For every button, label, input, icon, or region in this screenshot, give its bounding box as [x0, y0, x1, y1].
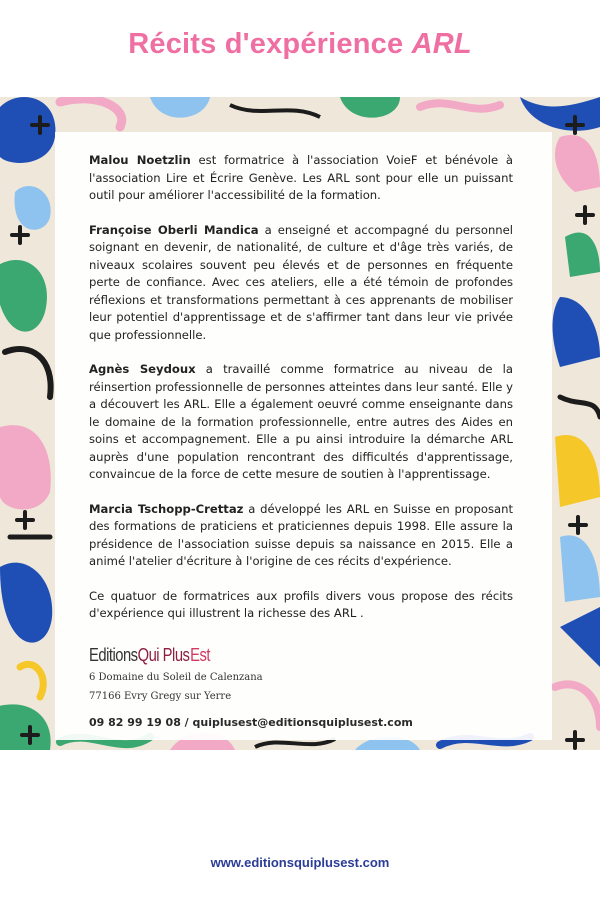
closing-paragraph: Ce quatuor de formatrices aux profils divers vous propose des récits d'expérience qui illustrent la richesse des ARL . — [89, 588, 513, 620]
publisher-address — [89, 668, 413, 706]
author-name: Françoise Oberli Mandica — [89, 222, 259, 237]
bio-paragraph — [89, 152, 513, 205]
bio-text: est formatrice à l'association VoieF et bénévole à l'association Lire et Écrire Genève. Les ARL sont pour elle un puissant outil pour améliorer l'accessibilité de la formation. — [89, 153, 513, 202]
bio-paragraph — [89, 361, 513, 484]
bio-paragraph — [89, 501, 513, 571]
bio-text: a développé les ARL en Suisse en proposant des formations de praticiens et praticiennes depuis 1998. Elle assure la présidence de l'association suisse depuis sa naissance en 2015. Elle a animé l'atelier d'écriture à l'origine de ces récits d'expérience. — [89, 501, 513, 568]
bio-text-block — [89, 152, 513, 640]
address-line: 6 Domaine du Soleil de Calenzana — [89, 672, 263, 683]
title-main: Récits d'expérience — [128, 28, 404, 60]
address-line: 77166 Evry Gregy sur Yerre — [89, 691, 232, 702]
logo-editions: Editions — [89, 645, 138, 665]
author-name: Agnès Seydoux — [89, 362, 196, 376]
logo-quiplus: Qui Plus — [137, 645, 190, 665]
website-link[interactable]: www.editionsquiplusest.com — [210, 855, 390, 870]
author-name: Marcia Tschopp-Crettaz — [89, 501, 244, 516]
author-name: Malou Noetzlin — [89, 153, 191, 167]
publisher-block — [89, 645, 413, 729]
page-title — [0, 28, 600, 61]
bio-text: a enseigné et accompagné du personnel soignant en devenir, de nationalité, de culture et d'âge très variés, de niveaux scolaires souvent peu élevés et de personnes en fréquente perte de confiance. Avec ces ateliers, elle a été témoin de profondes réflexions et transformations permettant à ces apprenants de mobiliser leur potentiel d'apprentissage et de s'affirmer tant dans leur vie privée que professionnelle. — [89, 222, 513, 342]
logo-est: Est — [190, 645, 211, 665]
publisher-logo — [89, 645, 355, 666]
bio-text: a travaillé comme formatrice au niveau de la réinsertion professionnelle de personnes atteintes dans leur santé. Elle y a découvert les ARL. Elle a également oeuvré comme enseignante dans le domaine de la formation professionnelle, entre autres des Aides en soins et accompagnement. Elle a pu ainsi introduire la démarche ARL auprès d'une population rencontrant des difficultés d'apprentissage, convaincue de la force de cette mesure de soutien à l'apprentissage. — [89, 362, 513, 481]
bio-paragraph — [89, 222, 513, 345]
publisher-contact: 09 82 99 19 08 / quiplusest@editionsquiplusest.com — [89, 716, 413, 729]
title-accent: ARL — [411, 28, 472, 60]
